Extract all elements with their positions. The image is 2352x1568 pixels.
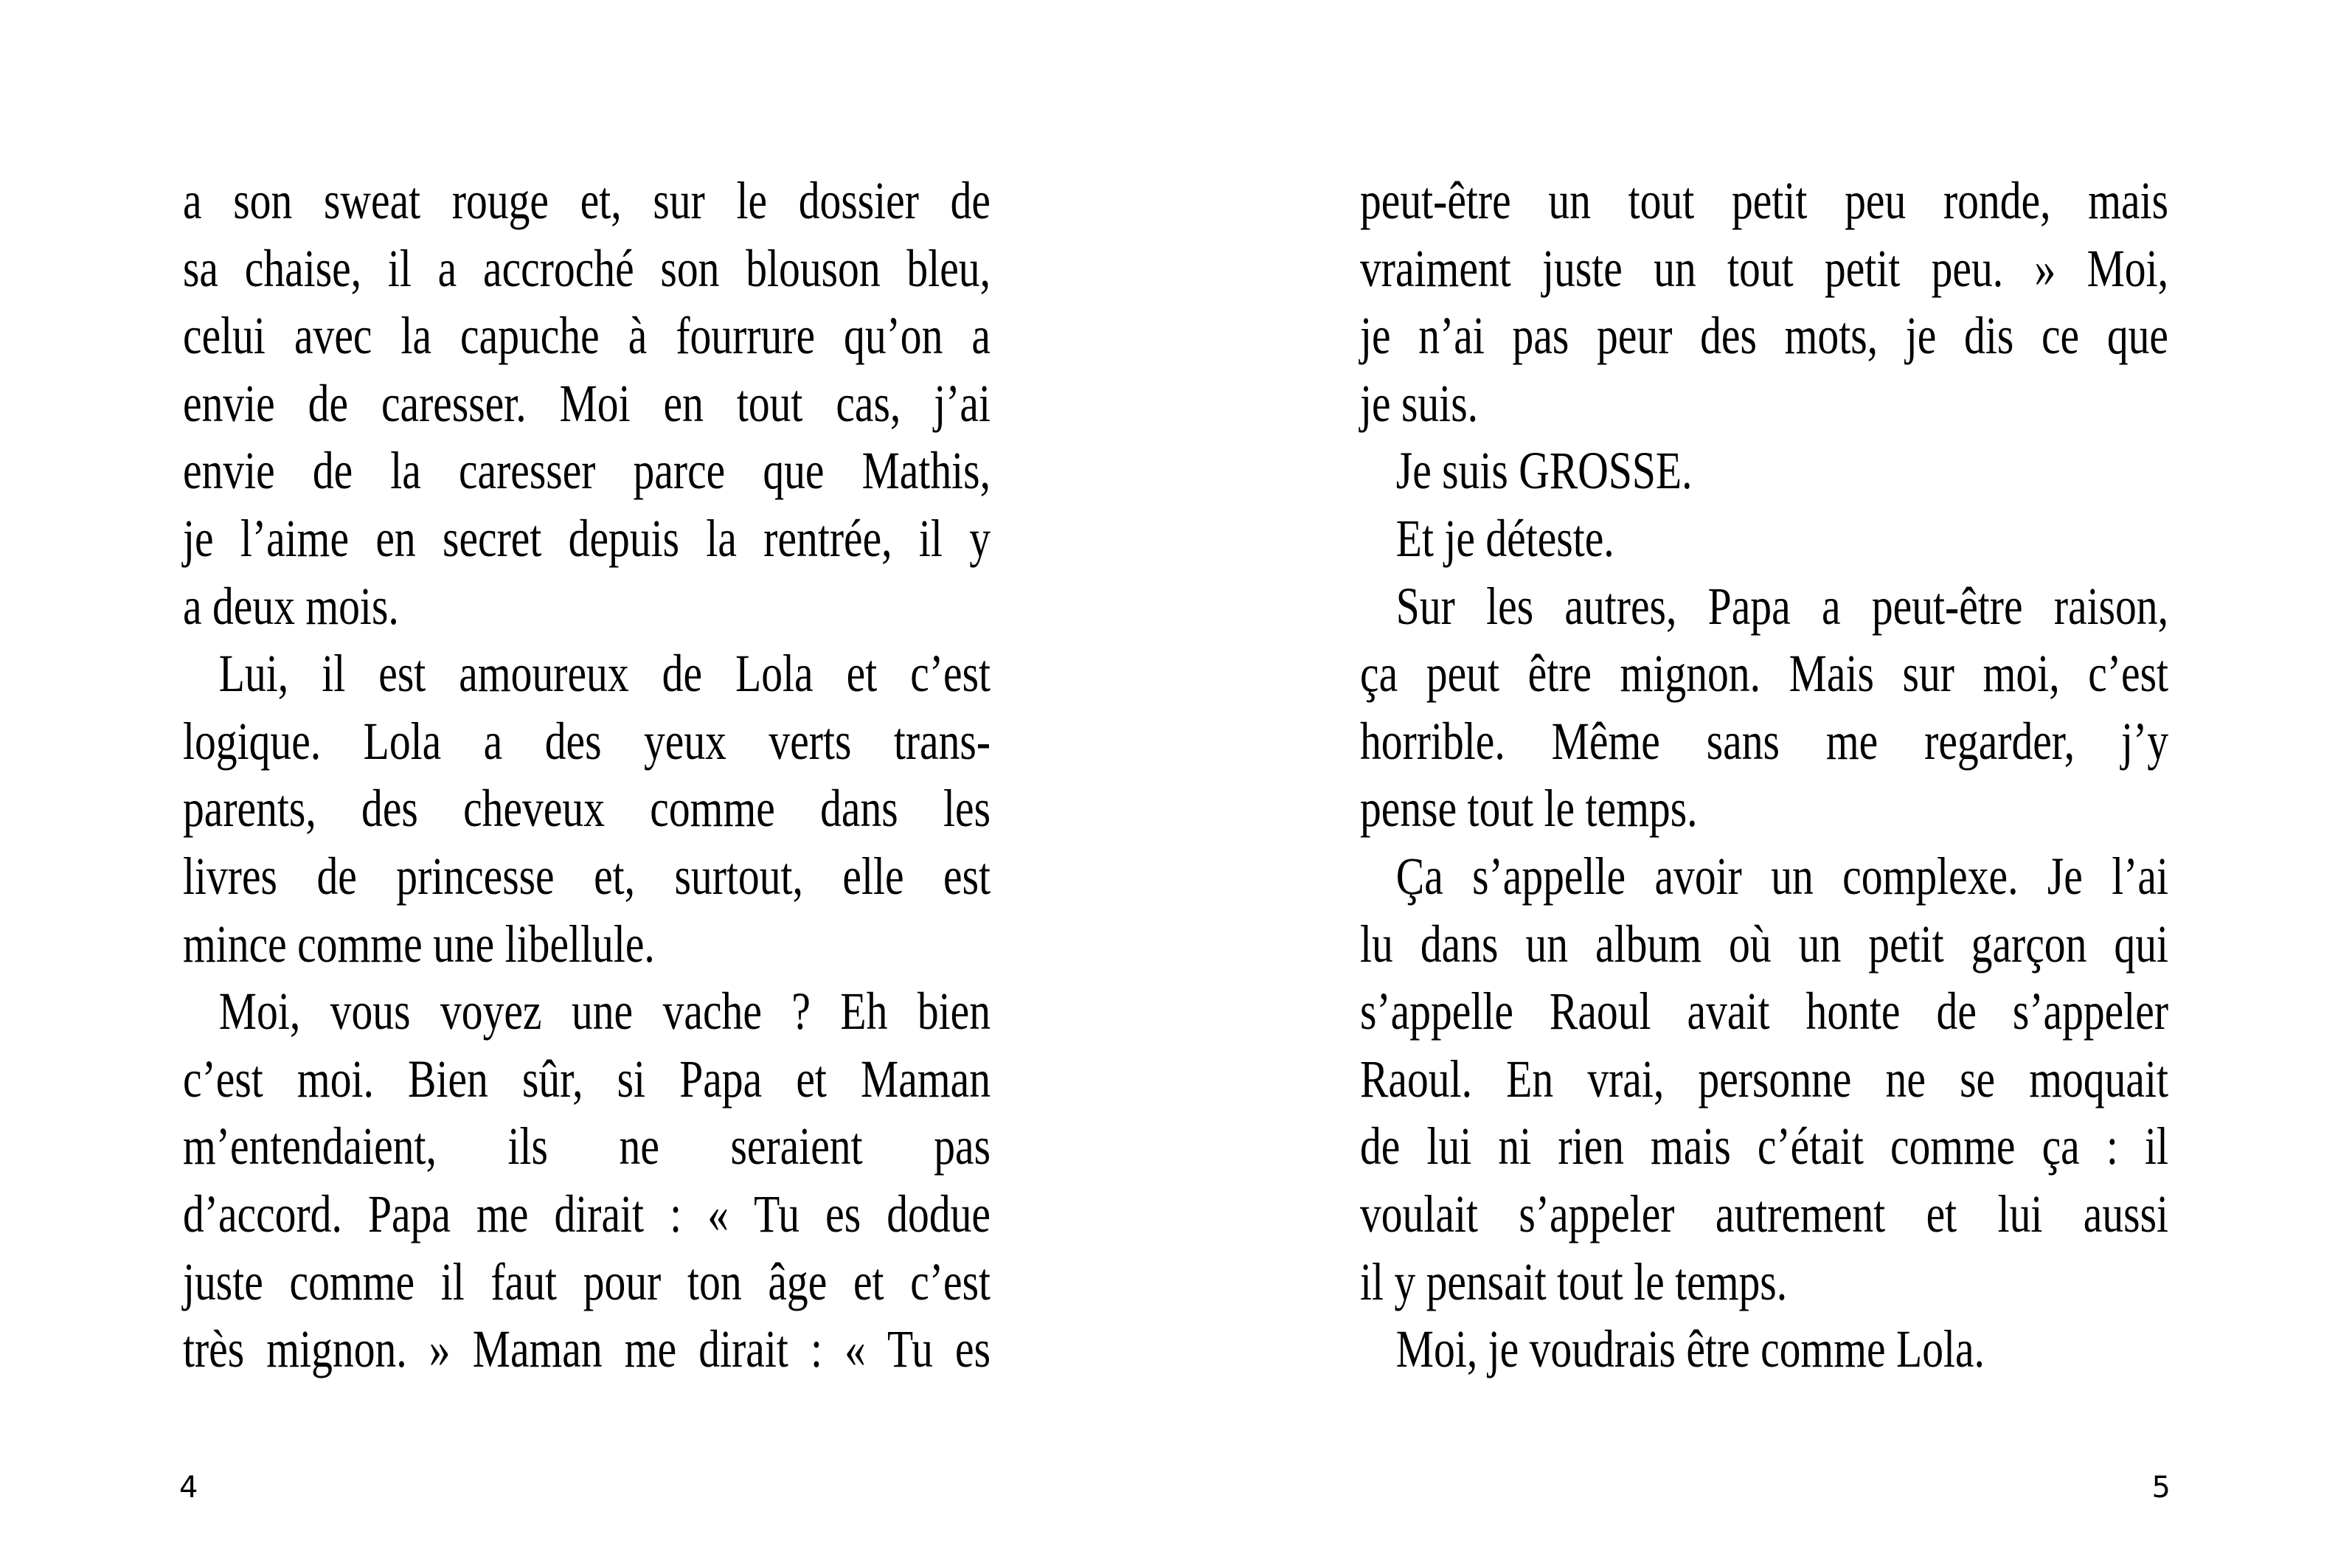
text-line-content: mince comme une libellule. (183, 914, 655, 974)
text-line-content: s’appelle Raoul avait honte de s’appeler (1360, 982, 2168, 1041)
page-number-left: 4 (179, 1471, 198, 1505)
text-line-content: parents, des cheveux comme dans les (183, 779, 991, 839)
text-line (183, 775, 991, 843)
text-line (1360, 843, 2168, 911)
text-line (1360, 978, 2168, 1046)
text-line-content: je n’ai pas peur des mots, je dis ce que (1360, 306, 2168, 366)
text-line (183, 1113, 991, 1181)
text-line-content: peut-être un tout petit peu ronde, mais (1360, 171, 2168, 230)
text-line (1360, 573, 2168, 641)
text-line (1360, 640, 2168, 708)
text-line (183, 437, 991, 505)
text-line (1360, 370, 2168, 438)
text-line (1360, 1113, 2168, 1181)
text-line (183, 573, 991, 641)
text-line (1360, 1249, 2168, 1317)
text-line (183, 370, 991, 438)
text-line (183, 911, 991, 979)
text-line-content: Je suis GROSSE. (1395, 441, 1693, 501)
text-line-content: livres de princesse et, surtout, elle est (183, 846, 991, 906)
text-line (1360, 1181, 2168, 1249)
text-line (1360, 1316, 2168, 1384)
text-line-content: horrible. Même sans me regarder, j’y (1360, 711, 2168, 771)
text-line-content: Moi, je voudrais être comme Lola. (1395, 1319, 1985, 1379)
text-line-content: il y pensait tout le temps. (1360, 1252, 1788, 1311)
text-line-content: a son sweat rouge et, sur le dossier de (183, 171, 991, 230)
text-line-content: envie de caresser. Moi en tout cas, j’ai (183, 373, 991, 433)
text-line (183, 1249, 991, 1317)
text-line (1360, 775, 2168, 843)
text-line (183, 640, 991, 708)
text-line (183, 978, 991, 1046)
text-line-content: ça peut être mignon. Mais sur moi, c’est (1360, 644, 2168, 704)
text-line-content: logique. Lola a des yeux verts trans- (183, 711, 991, 771)
text-line-content: m’entendaient, ils ne seraient pas (183, 1117, 991, 1176)
text-line-content: envie de la caresser parce que Mathis, (183, 441, 991, 501)
text-line-content: voulait s’appeler autrement et lui aussi (1360, 1184, 2168, 1243)
text-line (183, 1316, 991, 1384)
text-line-content: celui avec la capuche à fourrure qu’on a (183, 306, 991, 366)
right-page-text-column (1360, 167, 2168, 1384)
text-line (183, 235, 991, 303)
text-line (1360, 167, 2168, 235)
text-line (1360, 708, 2168, 776)
text-line-content: Ça s’appelle avoir un complexe. Je l’ai (1395, 846, 2168, 906)
text-line-content: a deux mois. (183, 576, 399, 636)
text-line-content: Sur les autres, Papa a peut-être raison, (1395, 576, 2168, 636)
text-line-content: Moi, vous voyez une vache ? Eh bien (218, 982, 991, 1041)
text-line-content: c’est moi. Bien sûr, si Papa et Maman (183, 1049, 991, 1109)
text-line-content: lu dans un album où un petit garçon qui (1360, 914, 2168, 974)
text-line-content: juste comme il faut pour ton âge et c’est (183, 1252, 991, 1311)
text-line (183, 1181, 991, 1249)
text-line (183, 505, 991, 573)
text-line-content: pense tout le temps. (1360, 779, 1698, 839)
text-line (183, 1046, 991, 1114)
text-line (183, 843, 991, 911)
text-line-content: sa chaise, il a accroché son blouson bleu, (183, 238, 991, 298)
text-line (1360, 302, 2168, 370)
left-page-text-column (183, 167, 991, 1384)
text-line (183, 302, 991, 370)
text-line (1360, 235, 2168, 303)
text-line (1360, 911, 2168, 979)
text-line-content: très mignon. » Maman me dirait : « Tu es (183, 1319, 991, 1379)
text-line-content: Raoul. En vrai, personne ne se moquait (1360, 1049, 2168, 1109)
page-number-right: 5 (2151, 1471, 2171, 1505)
text-line (183, 167, 991, 235)
text-line-content: d’accord. Papa me dirait : « Tu es dodue (183, 1184, 991, 1243)
text-line (1360, 437, 2168, 505)
text-line-content: de lui ni rien mais c’était comme ça : il (1360, 1117, 2168, 1176)
text-line-content: je l’aime en secret depuis la rentrée, il y (183, 508, 991, 568)
text-line-content: vraiment juste un tout petit peu. » Moi, (1360, 238, 2168, 298)
text-line (1360, 1046, 2168, 1114)
right-page (1176, 0, 2352, 1568)
text-line (1360, 505, 2168, 573)
text-line-content: Lui, il est amoureux de Lola et c’est (218, 644, 991, 704)
text-line-content: je suis. (1360, 373, 1479, 433)
text-line (183, 708, 991, 776)
text-line-content: Et je déteste. (1395, 508, 1614, 568)
